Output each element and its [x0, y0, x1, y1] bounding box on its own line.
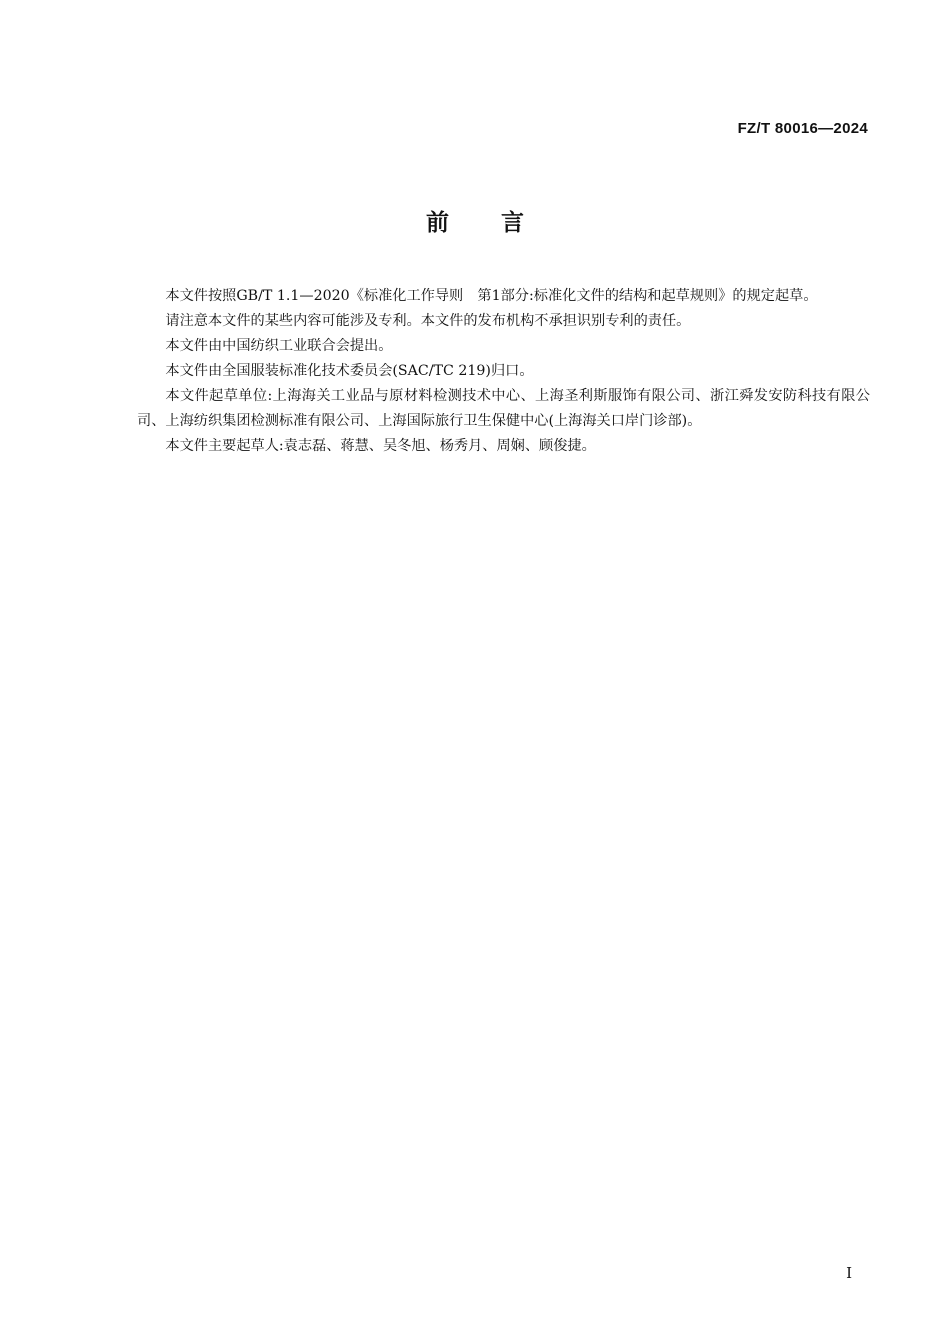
foreword-body — [137, 284, 870, 459]
paragraph-drafting-rules: 本文件按照GB/T 1.1—2020《标准化工作导则 第1部分:标准化文件的结构和起草规则》的规定起草。 — [165, 288, 818, 304]
standard-code: FZ/T 80016—2024 — [737, 120, 868, 137]
paragraph-proposer: 本文件由中国纺织工业联合会提出。 — [165, 338, 393, 354]
paragraph-patent-notice: 请注意本文件的某些内容可能涉及专利。本文件的发布机构不承担识别专利的责任。 — [165, 313, 691, 329]
page-title: 前言 — [426, 210, 576, 236]
paragraph-drafters: 本文件主要起草人:袁志磊、蒋慧、吴冬旭、杨秀月、周娴、顾俊捷。 — [165, 438, 596, 454]
paragraph-committee: 本文件由全国服装标准化技术委员会(SAC/TC 219)归口。 — [165, 363, 534, 379]
page-number: I — [846, 1264, 852, 1282]
paragraph-drafting-units: 本文件起草单位:上海海关工业品与原材料检测技术中心、上海圣利斯服饰有限公司、浙江舜发安防科技有限公司、上海纺织集团检测标准有限公司、上海国际旅行卫生保健中心(上海海关口岸门诊部)。 — [137, 388, 870, 429]
